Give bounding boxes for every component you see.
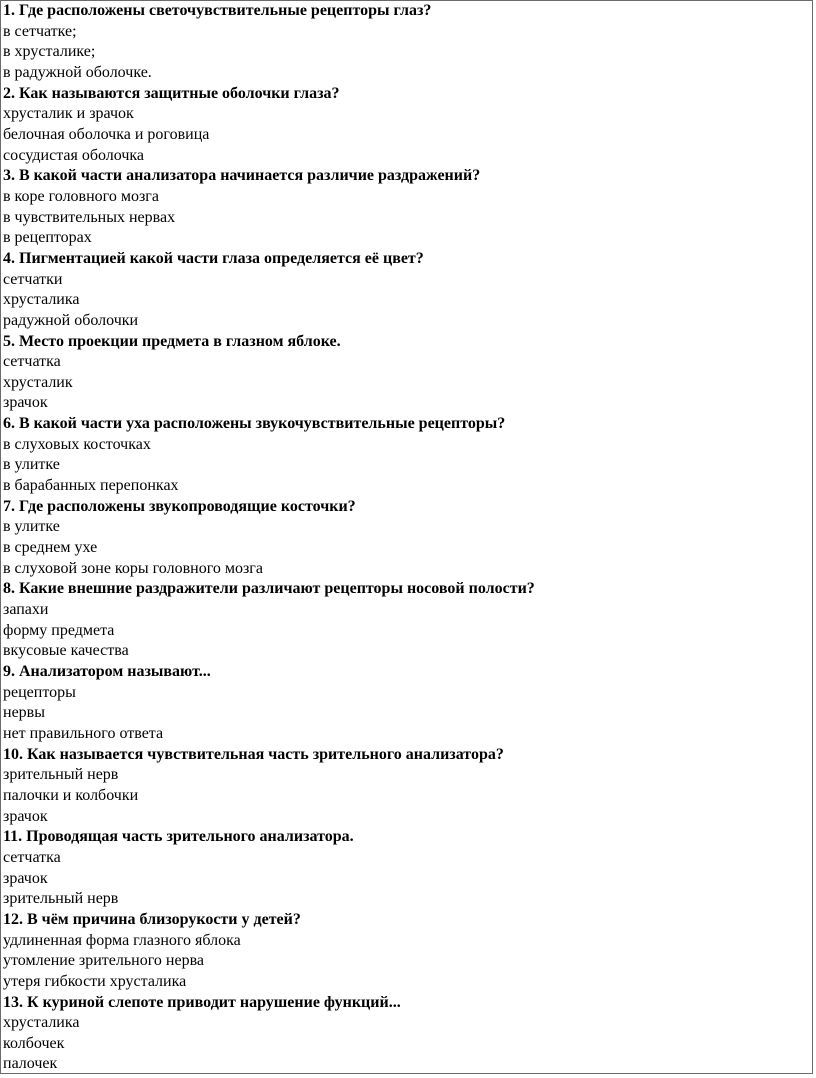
answer-option: в сетчатке; bbox=[3, 22, 77, 40]
question-title: 11. Проводящая часть зрительного анализатора. bbox=[3, 828, 354, 846]
question-title: 12. В чём причина близорукости у детей? bbox=[3, 910, 301, 928]
answer-option: палочек bbox=[3, 1055, 58, 1073]
answer-option: в слуховой зоне коры головного мозга bbox=[3, 559, 263, 577]
answer-option: нет правильного ответа bbox=[3, 724, 164, 742]
answer-option: зрачок bbox=[3, 807, 48, 825]
question-block-3 bbox=[1, 166, 812, 249]
question-title: 5. Место проекции предмета в глазном яблоке. bbox=[3, 332, 341, 350]
answer-option: колбочек bbox=[3, 1034, 65, 1052]
answer-option: утеря гибкости хрусталика bbox=[3, 972, 187, 990]
answer-option: рецепторы bbox=[3, 683, 76, 701]
question-title: 1. Где расположены светочувствительные рецепторы глаз? bbox=[3, 2, 432, 19]
answer-option: хрусталик bbox=[3, 373, 73, 391]
answer-option: в чувствительных нервах bbox=[3, 208, 176, 226]
answer-option: в радужной оболочке. bbox=[3, 63, 152, 81]
answer-option: удлиненная форма глазного яблока bbox=[3, 931, 241, 949]
answer-option: белочная оболочка и роговица bbox=[3, 125, 210, 143]
answer-option: в барабанных перепонках bbox=[3, 477, 179, 495]
answer-option: палочки и колбочки bbox=[3, 786, 139, 804]
question-title: 6. В какой части уха расположены звукочувствительные рецепторы? bbox=[3, 415, 506, 433]
answer-option: запахи bbox=[3, 601, 49, 619]
question-block-11 bbox=[1, 827, 812, 910]
question-block-9 bbox=[1, 662, 812, 745]
question-block-4 bbox=[1, 249, 812, 332]
question-title: 4. Пигментацией какой части глаза определяется её цвет? bbox=[3, 249, 424, 267]
answer-option: в улитке bbox=[3, 518, 60, 536]
answer-option: в улитке bbox=[3, 456, 60, 474]
answer-option: хрусталика bbox=[3, 291, 80, 309]
answer-option: форму предмета bbox=[3, 621, 115, 639]
answer-option: в хрусталике; bbox=[3, 43, 96, 61]
answer-option: зрительный нерв bbox=[3, 890, 119, 908]
question-title: 13. К куриной слепоте приводит нарушение функций... bbox=[3, 993, 401, 1011]
question-title: 10. Как называется чувствительная часть зрительного анализатора? bbox=[3, 745, 504, 763]
question-block-12 bbox=[1, 910, 812, 993]
question-title: 9. Анализатором называют... bbox=[3, 663, 211, 680]
question-title: 3. В какой части анализатора начинается различие раздражений? bbox=[3, 167, 481, 185]
answer-option: зрачок bbox=[3, 394, 48, 412]
answer-option: сетчатки bbox=[3, 270, 63, 288]
answer-option: зрачок bbox=[3, 869, 48, 887]
answer-option: хрусталика bbox=[3, 1014, 80, 1032]
answer-option: радужной оболочки bbox=[3, 311, 139, 329]
question-title: 8. Какие внешние раздражители различают рецепторы носовой полости? bbox=[3, 580, 535, 598]
answer-option: сетчатка bbox=[3, 353, 61, 371]
question-block-6 bbox=[1, 414, 812, 497]
answer-option: нервы bbox=[3, 704, 45, 722]
answer-option: в слуховых косточках bbox=[3, 435, 151, 453]
answer-option: сетчатка bbox=[3, 848, 61, 866]
question-block-13 bbox=[1, 993, 812, 1075]
answer-option: в рецепторах bbox=[3, 229, 92, 247]
answer-option: хрусталик и зрачок bbox=[3, 105, 134, 123]
question-block-10 bbox=[1, 745, 812, 828]
question-title: 2. Как называются защитные оболочки глаза? bbox=[3, 84, 340, 102]
answer-option: в коре головного мозга bbox=[3, 187, 159, 205]
question-block-5 bbox=[1, 332, 812, 415]
question-block-8 bbox=[1, 579, 812, 662]
question-block-2 bbox=[1, 84, 812, 167]
answer-option: утомление зрительного нерва bbox=[3, 952, 205, 970]
answer-option: сосудистая оболочка bbox=[3, 146, 145, 164]
question-title: 7. Где расположены звукопроводящие косточки? bbox=[3, 497, 356, 515]
answer-option: в среднем ухе bbox=[3, 539, 98, 557]
question-block-1 bbox=[1, 1, 812, 84]
answer-option: зрительный нерв bbox=[3, 766, 119, 784]
question-block-7 bbox=[1, 497, 812, 580]
answer-option: вкусовые качества bbox=[3, 642, 129, 660]
